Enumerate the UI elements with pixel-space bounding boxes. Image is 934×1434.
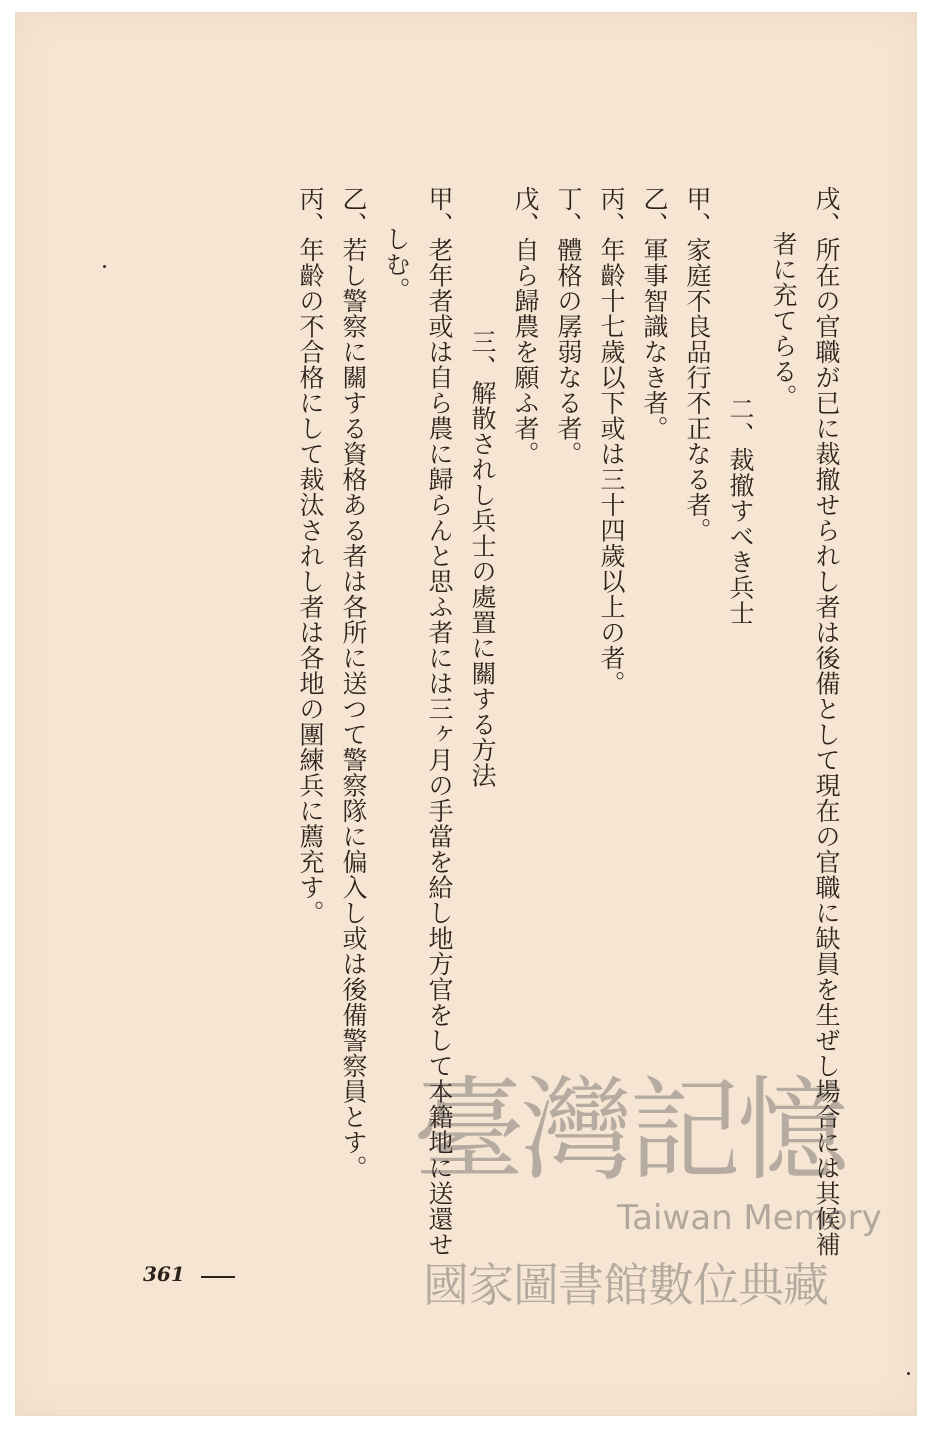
text-line-3: 甲、家庭不良品行不正なる者。 (683, 186, 712, 543)
text-line-4: 乙、軍事智識なき者。 (640, 186, 669, 441)
ink-speck (907, 1372, 910, 1375)
text-line-2: 者に充てらる。 (769, 231, 798, 410)
section-heading-2: 二、裁撤すべき兵士 (726, 396, 755, 626)
text-line-9: しむ。 (382, 226, 411, 303)
text-line-10: 乙、若し警察に關する資格ある者は各所に送つて警察隊に偏入し或は後備警察員とす。 (339, 186, 368, 1181)
ink-speck (103, 265, 106, 268)
watermark-subtitle: 國家圖書館數位典藏 (423, 1258, 828, 1312)
text-line-8: 甲、老年者或は自ら農に歸らんと思ふ者には三ヶ月の手當を給し地方官をして本籍地に送還せ (425, 186, 454, 1257)
text-line-5: 丙、年齡十七歲以下或は三十四歲以上の者。 (597, 186, 626, 696)
watermark-english: Taiwan Memory (617, 1198, 882, 1238)
watermark-title: 臺灣記憶 (413, 1066, 845, 1196)
text-line-7: 戊、自ら歸農を願ふ者。 (511, 186, 540, 467)
text-line-6: 丁、體格の孱弱なる者。 (554, 186, 583, 467)
section-heading-3: 三、解散されし兵士の處置に關する方法 (468, 328, 497, 788)
page-number-rule (201, 1276, 235, 1278)
text-line-1: 戌、所在の官職が已に裁撤せられし者は後備として現在の官職に缺員を生ぜし場合には其候補 (812, 186, 841, 1257)
text-line-11: 丙、年齡の不合格にして裁汰されし者は各地の團練兵に薦充す。 (296, 186, 325, 926)
page-number: 361 (143, 1262, 185, 1286)
